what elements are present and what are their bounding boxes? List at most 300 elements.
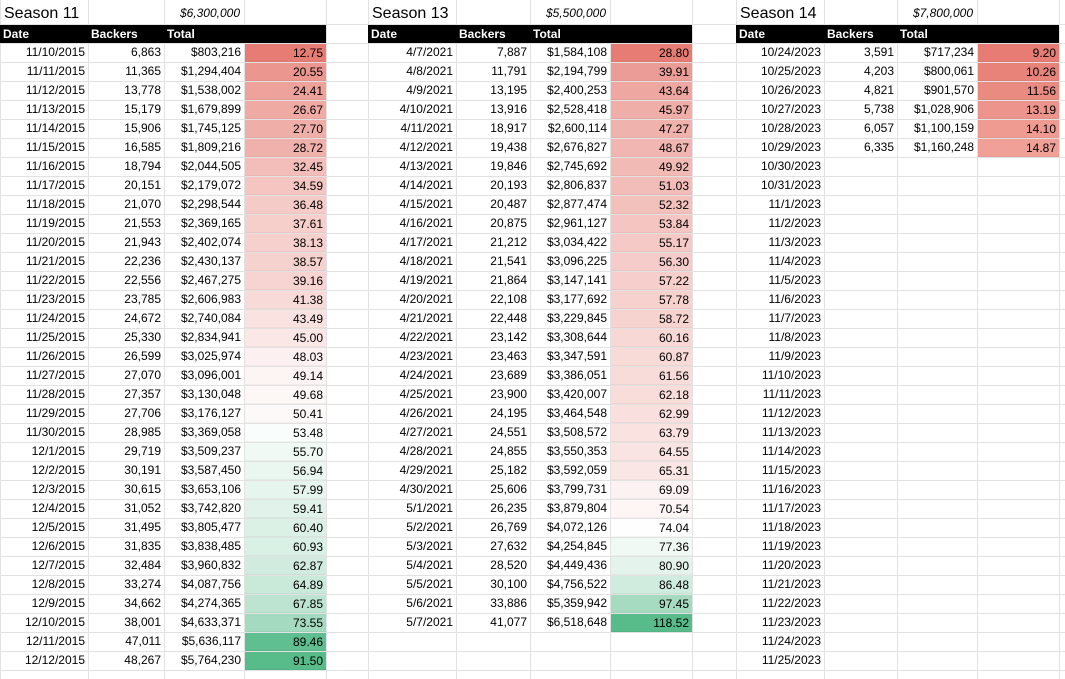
cell-date[interactable]: 12/2/2015 [31, 463, 85, 477]
cell-ratio[interactable]: 38.57 [245, 253, 326, 271]
cell-total[interactable]: $800,061 [923, 64, 974, 78]
cell-ratio[interactable]: 56.94 [245, 462, 326, 480]
cell-ratio[interactable]: 57.22 [611, 272, 692, 290]
cell-ratio[interactable]: 55.70 [245, 443, 326, 461]
header-date[interactable]: Date [0, 25, 88, 43]
cell-total[interactable]: $3,799,731 [546, 482, 607, 496]
cell-date[interactable]: 11/22/2015 [25, 273, 85, 287]
cell-ratio[interactable]: 65.31 [611, 462, 692, 480]
cell-date[interactable]: 4/7/2021 [406, 45, 453, 59]
cell-total[interactable]: $3,130,048 [180, 387, 241, 401]
cell-backers[interactable]: 19,438 [490, 140, 527, 154]
cell-backers[interactable]: 29,719 [124, 444, 161, 458]
cell-backers[interactable]: 23,689 [490, 368, 527, 382]
cell-total[interactable]: $2,467,275 [180, 273, 241, 287]
cell-total[interactable]: $2,179,072 [180, 178, 241, 192]
cell-total[interactable]: $3,369,058 [180, 425, 241, 439]
cell-date[interactable]: 11/13/2023 [761, 425, 821, 439]
cell-date[interactable]: 12/12/2015 [24, 653, 85, 667]
cell-total[interactable]: $2,745,692 [546, 159, 607, 173]
cell-total[interactable]: $2,600,114 [547, 121, 607, 135]
cell-backers[interactable]: 6,863 [130, 45, 161, 59]
cell-date[interactable]: 11/9/2023 [768, 349, 821, 363]
cell-backers[interactable]: 47,011 [125, 634, 161, 648]
cell-total[interactable]: $717,234 [923, 45, 974, 59]
cell-ratio[interactable]: 26.67 [245, 101, 326, 119]
cell-date[interactable]: 11/20/2015 [25, 235, 85, 249]
cell-backers[interactable]: 23,785 [124, 292, 161, 306]
cell-ratio[interactable]: 48.67 [611, 139, 692, 157]
cell-backers[interactable]: 23,463 [490, 349, 527, 363]
cell-total[interactable]: $3,805,477 [180, 520, 241, 534]
cell-ratio[interactable]: 12.75 [245, 44, 326, 62]
cell-total[interactable]: $2,806,837 [546, 178, 607, 192]
cell-backers[interactable]: 28,985 [124, 425, 161, 439]
cell-ratio[interactable]: 38.13 [245, 234, 326, 252]
cell-date[interactable]: 4/30/2021 [399, 482, 453, 496]
cell-total[interactable]: $2,430,137 [180, 254, 241, 268]
cell-backers[interactable]: 27,357 [124, 387, 161, 401]
cell-date[interactable]: 4/10/2021 [399, 102, 453, 116]
cell-total[interactable]: $5,636,117 [181, 634, 241, 648]
cell-backers[interactable]: 22,556 [124, 273, 161, 287]
cell-backers[interactable]: 21,070 [124, 197, 161, 211]
cell-ratio[interactable]: 27.70 [245, 120, 326, 138]
header-backers[interactable]: Backers [824, 25, 897, 43]
cell-backers[interactable]: 4,821 [863, 83, 894, 97]
cell-total[interactable]: $3,229,845 [546, 311, 607, 325]
cell-total[interactable]: $3,653,106 [180, 482, 241, 496]
cell-backers[interactable]: 3,591 [863, 45, 894, 59]
cell-ratio[interactable]: 97.45 [611, 595, 692, 613]
cell-backers[interactable]: 16,585 [124, 140, 161, 154]
cell-ratio[interactable]: 69.09 [611, 481, 692, 499]
cell-backers[interactable]: 25,606 [490, 482, 527, 496]
header-total[interactable]: Total [164, 25, 244, 43]
cell-date[interactable]: 4/18/2021 [399, 254, 453, 268]
cell-date[interactable]: 11/12/2023 [761, 406, 821, 420]
cell-total[interactable]: $1,745,125 [180, 121, 241, 135]
cell-backers[interactable]: 15,179 [124, 102, 161, 116]
cell-backers[interactable]: 11,365 [125, 64, 161, 78]
cell-ratio[interactable]: 53.48 [245, 424, 326, 442]
cell-total[interactable]: $4,633,371 [180, 615, 241, 629]
cell-backers[interactable]: 30,100 [490, 577, 527, 591]
cell-date[interactable]: 4/15/2021 [399, 197, 453, 211]
cell-backers[interactable]: 20,875 [490, 216, 527, 230]
cell-date[interactable]: 11/7/2023 [768, 311, 821, 325]
cell-ratio[interactable]: 36.48 [245, 196, 326, 214]
cell-total[interactable]: $4,072,126 [546, 520, 607, 534]
cell-total[interactable]: $5,764,230 [180, 653, 241, 667]
cell-backers[interactable]: 34,662 [124, 596, 161, 610]
cell-total[interactable]: $1,028,906 [913, 102, 974, 116]
cell-ratio[interactable]: 60.40 [245, 519, 326, 537]
cell-date[interactable]: 4/22/2021 [399, 330, 453, 344]
cell-date[interactable]: 12/3/2015 [31, 482, 85, 496]
cell-date[interactable]: 10/28/2023 [760, 121, 821, 135]
cell-date[interactable]: 12/7/2015 [31, 558, 85, 572]
funding-goal[interactable]: $5,500,000 [545, 6, 606, 20]
cell-total[interactable]: $3,177,692 [546, 292, 607, 306]
cell-date[interactable]: 11/29/2015 [25, 406, 85, 420]
cell-date[interactable]: 11/24/2023 [761, 634, 821, 648]
cell-total[interactable]: $3,742,820 [180, 501, 241, 515]
cell-date[interactable]: 11/12/2015 [25, 83, 85, 97]
cell-total[interactable]: $1,679,899 [180, 102, 241, 116]
cell-backers[interactable]: 13,916 [490, 102, 527, 116]
cell-date[interactable]: 4/17/2021 [399, 235, 453, 249]
cell-date[interactable]: 11/16/2023 [761, 482, 821, 496]
cell-date[interactable]: 5/6/2021 [406, 596, 453, 610]
cell-total[interactable]: $1,538,002 [180, 83, 241, 97]
cell-ratio[interactable]: 34.59 [245, 177, 326, 195]
cell-total[interactable]: $3,147,141 [546, 273, 607, 287]
cell-total[interactable]: $2,740,084 [180, 311, 241, 325]
cell-backers[interactable]: 7,887 [496, 45, 527, 59]
cell-date[interactable]: 4/13/2021 [399, 159, 453, 173]
cell-total[interactable]: $3,386,051 [546, 368, 607, 382]
cell-ratio[interactable]: 62.87 [245, 557, 326, 575]
cell-backers[interactable]: 20,193 [490, 178, 527, 192]
cell-date[interactable]: 4/12/2021 [399, 140, 453, 154]
cell-date[interactable]: 5/1/2021 [406, 501, 453, 515]
cell-total[interactable]: $1,809,216 [180, 140, 241, 154]
cell-backers[interactable]: 13,195 [490, 83, 527, 97]
cell-ratio[interactable]: 60.93 [245, 538, 326, 556]
cell-date[interactable]: 11/24/2015 [25, 311, 85, 325]
cell-date[interactable]: 5/5/2021 [406, 577, 453, 591]
cell-date[interactable]: 11/19/2023 [761, 539, 821, 553]
cell-total[interactable]: $2,834,941 [180, 330, 241, 344]
cell-date[interactable]: 10/27/2023 [760, 102, 821, 116]
cell-ratio[interactable]: 9.20 [978, 44, 1059, 62]
cell-backers[interactable]: 26,599 [124, 349, 161, 363]
cell-date[interactable]: 11/22/2023 [761, 596, 821, 610]
cell-backers[interactable]: 21,943 [124, 235, 161, 249]
cell-total[interactable]: $3,879,804 [546, 501, 607, 515]
header-date[interactable]: Date [736, 25, 824, 43]
cell-ratio[interactable]: 53.84 [611, 215, 692, 233]
season-title[interactable]: Season 11 [4, 5, 80, 22]
cell-total[interactable]: $1,100,159 [913, 121, 974, 135]
cell-total[interactable]: $6,518,648 [546, 615, 607, 629]
cell-backers[interactable]: 22,108 [490, 292, 527, 306]
cell-date[interactable]: 4/19/2021 [399, 273, 453, 287]
cell-ratio[interactable]: 91.50 [245, 652, 326, 670]
cell-backers[interactable]: 13,778 [124, 83, 161, 97]
cell-date[interactable]: 5/4/2021 [406, 558, 453, 572]
cell-ratio[interactable]: 50.41 [245, 405, 326, 423]
cell-ratio[interactable]: 77.36 [611, 538, 692, 556]
cell-backers[interactable]: 11,791 [491, 64, 527, 78]
cell-backers[interactable]: 24,855 [490, 444, 527, 458]
cell-date[interactable]: 4/29/2021 [399, 463, 453, 477]
cell-backers[interactable]: 27,706 [124, 406, 161, 420]
cell-ratio[interactable]: 57.78 [611, 291, 692, 309]
cell-total[interactable]: $4,449,436 [546, 558, 607, 572]
cell-ratio[interactable]: 48.03 [245, 348, 326, 366]
cell-total[interactable]: $3,096,001 [180, 368, 241, 382]
cell-date[interactable]: 11/25/2023 [761, 653, 821, 667]
cell-ratio[interactable]: 47.27 [611, 120, 692, 138]
cell-date[interactable]: 11/13/2015 [25, 102, 85, 116]
cell-ratio[interactable]: 49.68 [245, 386, 326, 404]
cell-total[interactable]: $3,347,591 [546, 349, 607, 363]
cell-date[interactable]: 5/7/2021 [406, 615, 453, 629]
cell-backers[interactable]: 4,203 [863, 64, 894, 78]
cell-total[interactable]: $3,550,353 [546, 444, 607, 458]
cell-ratio[interactable]: 62.99 [611, 405, 692, 423]
cell-date[interactable]: 10/31/2023 [760, 178, 821, 192]
cell-backers[interactable]: 38,001 [124, 615, 161, 629]
cell-date[interactable]: 11/25/2015 [25, 330, 85, 344]
cell-ratio[interactable]: 61.56 [611, 367, 692, 385]
cell-total[interactable]: $3,096,225 [546, 254, 607, 268]
cell-backers[interactable]: 22,236 [124, 254, 161, 268]
cell-date[interactable]: 11/23/2015 [25, 292, 85, 306]
cell-date[interactable]: 4/25/2021 [399, 387, 453, 401]
cell-date[interactable]: 11/10/2023 [761, 368, 821, 382]
cell-date[interactable]: 12/4/2015 [31, 501, 85, 515]
cell-date[interactable]: 11/15/2015 [25, 140, 85, 154]
cell-total[interactable]: $3,960,832 [180, 558, 241, 572]
cell-date[interactable]: 11/3/2023 [768, 235, 821, 249]
cell-ratio[interactable]: 51.03 [611, 177, 692, 195]
cell-date[interactable]: 10/30/2023 [760, 159, 821, 173]
cell-date[interactable]: 12/10/2015 [24, 615, 85, 629]
cell-total[interactable]: $4,756,522 [546, 577, 607, 591]
cell-date[interactable]: 11/18/2023 [761, 520, 821, 534]
cell-backers[interactable]: 41,077 [490, 615, 527, 629]
cell-backers[interactable]: 21,541 [490, 254, 527, 268]
cell-date[interactable]: 4/9/2021 [406, 83, 453, 97]
cell-date[interactable]: 12/1/2015 [31, 444, 85, 458]
cell-total[interactable]: $901,570 [923, 83, 974, 97]
cell-backers[interactable]: 6,057 [863, 121, 894, 135]
cell-backers[interactable]: 26,235 [490, 501, 527, 515]
cell-backers[interactable]: 25,182 [490, 463, 527, 477]
cell-total[interactable]: $3,308,644 [546, 330, 607, 344]
cell-date[interactable]: 11/14/2015 [25, 121, 85, 135]
cell-total[interactable]: $2,369,165 [180, 216, 241, 230]
cell-total[interactable]: $4,087,756 [180, 577, 241, 591]
cell-ratio[interactable]: 49.92 [611, 158, 692, 176]
cell-date[interactable]: 4/8/2021 [406, 64, 453, 78]
cell-date[interactable]: 11/26/2015 [25, 349, 85, 363]
cell-total[interactable]: $803,216 [190, 45, 241, 59]
cell-backers[interactable]: 31,835 [124, 539, 161, 553]
cell-ratio[interactable]: 80.90 [611, 557, 692, 575]
season-title[interactable]: Season 14 [740, 5, 817, 22]
cell-total[interactable]: $2,676,827 [546, 140, 607, 154]
cell-date[interactable]: 11/6/2023 [768, 292, 821, 306]
cell-date[interactable]: 11/17/2015 [25, 178, 85, 192]
cell-date[interactable]: 11/11/2023 [762, 387, 821, 401]
cell-date[interactable]: 5/3/2021 [406, 539, 453, 553]
cell-date[interactable]: 12/6/2015 [31, 539, 85, 553]
cell-total[interactable]: $1,294,404 [180, 64, 241, 78]
cell-date[interactable]: 11/27/2015 [25, 368, 85, 382]
cell-total[interactable]: $3,509,237 [180, 444, 241, 458]
cell-total[interactable]: $2,606,983 [180, 292, 241, 306]
cell-ratio[interactable]: 58.72 [611, 310, 692, 328]
cell-total[interactable]: $3,508,572 [546, 425, 607, 439]
cell-backers[interactable]: 23,900 [490, 387, 527, 401]
cell-total[interactable]: $2,961,127 [546, 216, 607, 230]
cell-total[interactable]: $3,420,007 [546, 387, 607, 401]
cell-backers[interactable]: 28,520 [490, 558, 527, 572]
cell-ratio[interactable]: 70.54 [611, 500, 692, 518]
cell-backers[interactable]: 27,632 [490, 539, 527, 553]
cell-total[interactable]: $1,584,108 [546, 45, 607, 59]
cell-date[interactable]: 11/30/2015 [25, 425, 85, 439]
cell-ratio[interactable]: 52.32 [611, 196, 692, 214]
cell-date[interactable]: 4/21/2021 [399, 311, 453, 325]
cell-ratio[interactable]: 59.41 [245, 500, 326, 518]
cell-backers[interactable]: 33,274 [124, 577, 161, 591]
cell-total[interactable]: $2,400,253 [546, 83, 607, 97]
cell-total[interactable]: $3,025,974 [180, 349, 241, 363]
cell-date[interactable]: 5/2/2021 [406, 520, 453, 534]
cell-total[interactable]: $2,298,544 [180, 197, 241, 211]
cell-backers[interactable]: 15,906 [124, 121, 161, 135]
cell-backers[interactable]: 18,917 [490, 121, 527, 135]
cell-ratio[interactable]: 13.19 [978, 101, 1059, 119]
funding-goal[interactable]: $6,300,000 [179, 6, 240, 20]
cell-date[interactable]: 4/16/2021 [399, 216, 453, 230]
header-total[interactable]: Total [897, 25, 977, 43]
cell-date[interactable]: 11/21/2023 [761, 577, 821, 591]
cell-backers[interactable]: 31,495 [124, 520, 161, 534]
cell-total[interactable]: $2,194,799 [546, 64, 607, 78]
cell-ratio[interactable]: 10.26 [978, 63, 1059, 81]
cell-date[interactable]: 11/8/2023 [768, 330, 821, 344]
season-title[interactable]: Season 13 [372, 5, 449, 22]
cell-date[interactable]: 4/26/2021 [399, 406, 453, 420]
cell-backers[interactable]: 27,070 [124, 368, 161, 382]
cell-date[interactable]: 11/4/2023 [768, 254, 821, 268]
cell-backers[interactable]: 31,052 [124, 501, 161, 515]
cell-backers[interactable]: 20,487 [490, 197, 527, 211]
cell-backers[interactable]: 30,191 [124, 463, 161, 477]
header-backers[interactable]: Backers [456, 25, 530, 43]
cell-date[interactable]: 12/9/2015 [31, 596, 85, 610]
cell-ratio[interactable]: 37.61 [245, 215, 326, 233]
cell-total[interactable]: $3,838,485 [180, 539, 241, 553]
cell-backers[interactable]: 30,615 [124, 482, 161, 496]
cell-ratio[interactable]: 118.52 [611, 614, 692, 632]
cell-ratio[interactable]: 74.04 [611, 519, 692, 537]
header-total[interactable]: Total [530, 25, 610, 43]
cell-date[interactable]: 10/24/2023 [760, 45, 821, 59]
cell-backers[interactable]: 25,330 [124, 330, 161, 344]
cell-date[interactable]: 11/28/2015 [25, 387, 85, 401]
cell-date[interactable]: 11/5/2023 [768, 273, 821, 287]
cell-date[interactable]: 11/17/2023 [761, 501, 821, 515]
cell-total[interactable]: $3,176,127 [180, 406, 241, 420]
cell-backers[interactable]: 21,553 [124, 216, 161, 230]
cell-ratio[interactable]: 39.91 [611, 63, 692, 81]
cell-total[interactable]: $4,274,365 [180, 596, 241, 610]
cell-date[interactable]: 11/2/2023 [768, 216, 821, 230]
cell-date[interactable]: 12/8/2015 [31, 577, 85, 591]
cell-date[interactable]: 11/14/2023 [761, 444, 821, 458]
cell-date[interactable]: 10/26/2023 [760, 83, 821, 97]
cell-backers[interactable]: 18,794 [124, 159, 161, 173]
cell-backers[interactable]: 22,448 [490, 311, 527, 325]
cell-date[interactable]: 11/15/2023 [761, 463, 821, 477]
cell-date[interactable]: 11/21/2015 [25, 254, 85, 268]
cell-ratio[interactable]: 11.56 [978, 82, 1059, 100]
cell-date[interactable]: 4/23/2021 [399, 349, 453, 363]
cell-backers[interactable]: 24,195 [490, 406, 527, 420]
cell-total[interactable]: $1,160,248 [913, 140, 974, 154]
cell-backers[interactable]: 19,846 [490, 159, 527, 173]
cell-ratio[interactable]: 28.72 [245, 139, 326, 157]
cell-date[interactable]: 10/29/2023 [760, 140, 821, 154]
cell-date[interactable]: 11/16/2015 [25, 159, 85, 173]
cell-ratio[interactable]: 64.89 [245, 576, 326, 594]
cell-date[interactable]: 11/23/2023 [761, 615, 821, 629]
cell-ratio[interactable]: 63.79 [611, 424, 692, 442]
cell-backers[interactable]: 26,769 [490, 520, 527, 534]
cell-ratio[interactable]: 45.00 [245, 329, 326, 347]
cell-date[interactable]: 11/18/2015 [25, 197, 85, 211]
cell-date[interactable]: 4/11/2021 [400, 121, 453, 135]
cell-ratio[interactable]: 67.85 [245, 595, 326, 613]
header-date[interactable]: Date [368, 25, 456, 43]
cell-date[interactable]: 11/1/2023 [768, 197, 821, 211]
cell-ratio[interactable]: 86.48 [611, 576, 692, 594]
cell-date[interactable]: 10/25/2023 [760, 64, 821, 78]
cell-backers[interactable]: 5,738 [863, 102, 894, 116]
cell-ratio[interactable]: 28.80 [611, 44, 692, 62]
cell-backers[interactable]: 20,151 [124, 178, 161, 192]
cell-ratio[interactable]: 49.14 [245, 367, 326, 385]
cell-ratio[interactable]: 55.17 [611, 234, 692, 252]
cell-ratio[interactable]: 14.87 [978, 139, 1059, 157]
header-backers[interactable]: Backers [88, 25, 164, 43]
cell-backers[interactable]: 23,142 [490, 330, 527, 344]
cell-date[interactable]: 12/5/2015 [31, 520, 85, 534]
cell-ratio[interactable]: 43.64 [611, 82, 692, 100]
cell-ratio[interactable]: 89.46 [245, 633, 326, 651]
cell-backers[interactable]: 21,864 [490, 273, 527, 287]
cell-total[interactable]: $5,359,942 [546, 596, 607, 610]
cell-backers[interactable]: 24,672 [124, 311, 161, 325]
cell-ratio[interactable]: 32.45 [245, 158, 326, 176]
cell-ratio[interactable]: 56.30 [611, 253, 692, 271]
cell-ratio[interactable]: 62.18 [611, 386, 692, 404]
cell-ratio[interactable]: 39.16 [245, 272, 326, 290]
cell-ratio[interactable]: 14.10 [978, 120, 1059, 138]
cell-total[interactable]: $3,464,548 [546, 406, 607, 420]
cell-backers[interactable]: 24,551 [490, 425, 527, 439]
cell-ratio[interactable]: 43.49 [245, 310, 326, 328]
cell-total[interactable]: $2,402,074 [180, 235, 241, 249]
cell-backers[interactable]: 21,212 [490, 235, 527, 249]
funding-goal[interactable]: $7,800,000 [912, 6, 973, 20]
cell-date[interactable]: 12/11/2015 [25, 634, 85, 648]
cell-total[interactable]: $3,034,422 [546, 235, 607, 249]
cell-ratio[interactable]: 41.38 [245, 291, 326, 309]
cell-total[interactable]: $4,254,845 [546, 539, 607, 553]
cell-ratio[interactable]: 60.87 [611, 348, 692, 366]
cell-date[interactable]: 4/27/2021 [399, 425, 453, 439]
cell-ratio[interactable]: 60.16 [611, 329, 692, 347]
cell-backers[interactable]: 32,484 [124, 558, 161, 572]
